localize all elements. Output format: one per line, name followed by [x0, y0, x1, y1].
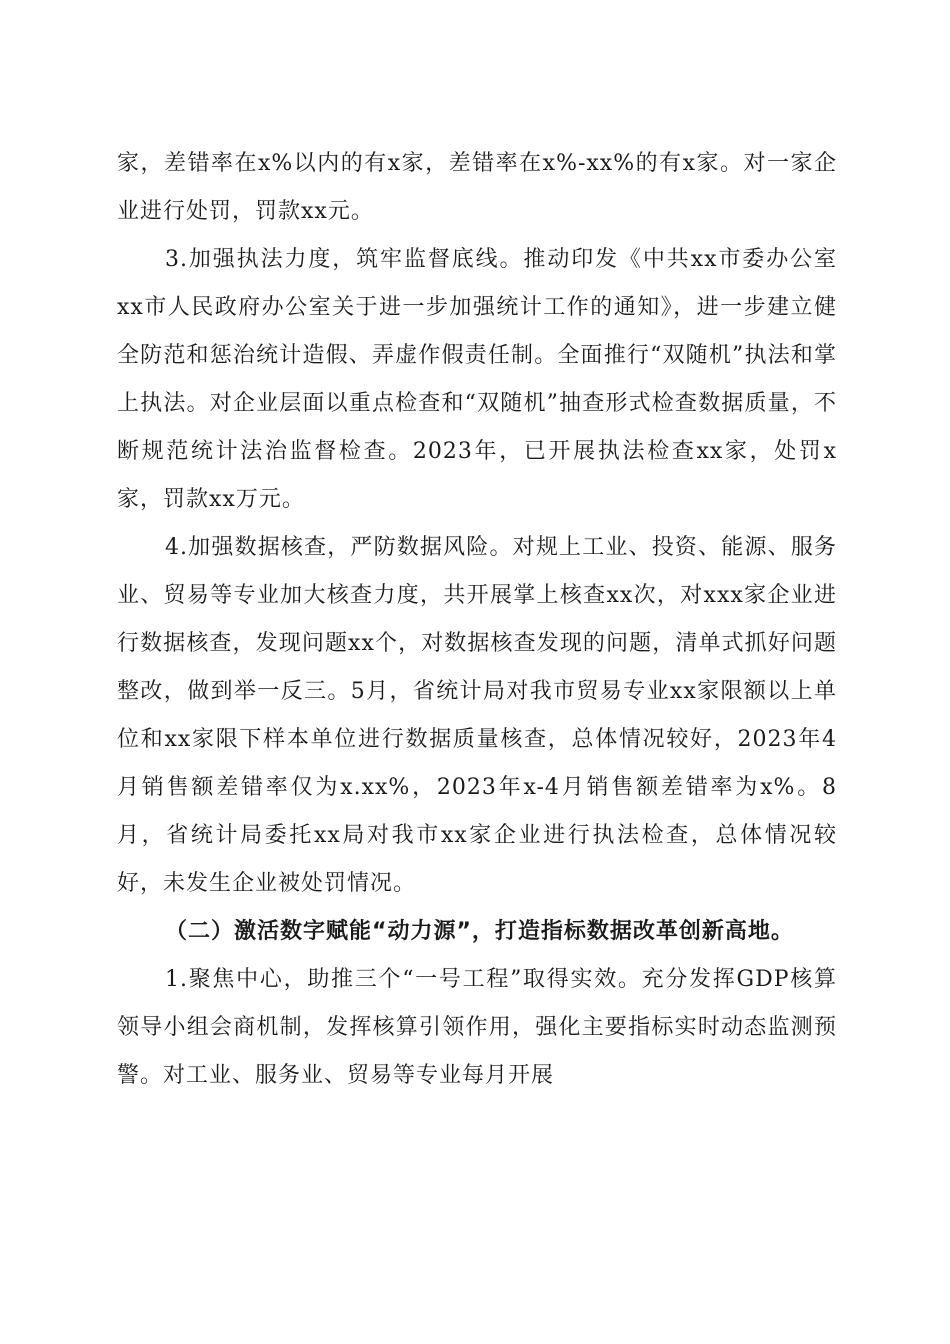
paragraph-enforcement: 3.加强执法力度，筑牢监督底线。推动印发《中共xx市委办公室xx市人民政府办公室关于进一步加强统计工作的通知》，进一步建立健全防范和惩治统计造假、弄虚作假责任制。全面推行“双随机”执法和掌上执法。对企业层面以重点检查和“双随机”抽查形式检查数据质量，不断规范统计法治监督检查。2023年，已开展执法检查xx家，处罚x家，罚款xx万元。 — [117, 247, 837, 512]
paragraph-continued: 家，差错率在x%以内的有x家，差错率在x%-xx%的有x家。对一家企业进行处罚，罚款xx元。 — [117, 151, 837, 224]
document-body — [117, 140, 837, 1100]
section-heading: （二）激活数字赋能“动力源”，打造指标数据改革创新高地。 — [165, 919, 794, 944]
paragraph-data-verification: 4.加强数据核查，严防数据风险。对规上工业、投资、能源、服务业、贸易等专业加大核查力度，共开展掌上核查xx次，对xxx家企业进行数据核查，发现问题xx个，对数据核查发现的问题，清单式抓好问题整改，做到举一反三。5月，省统计局对我市贸易专业xx家限额以上单位和xx家限下样本单位进行数据质量核查，总体情况较好，2023年4月销售额差错率仅为x.xx%，2023年x-4月销售额差错率为x%。8月，省统计局委托xx局对我市xx家企业进行执法检查，总体情况较好，未发生企业被处罚情况。 — [117, 535, 837, 896]
paragraph-focus-center: 1.聚焦中心，助推三个“一号工程”取得实效。充分发挥GDP核算领导小组会商机制，发挥核算引领作用，强化主要指标实时动态监测预警。对工业、服务业、贸易等专业每月开展 — [117, 967, 837, 1088]
